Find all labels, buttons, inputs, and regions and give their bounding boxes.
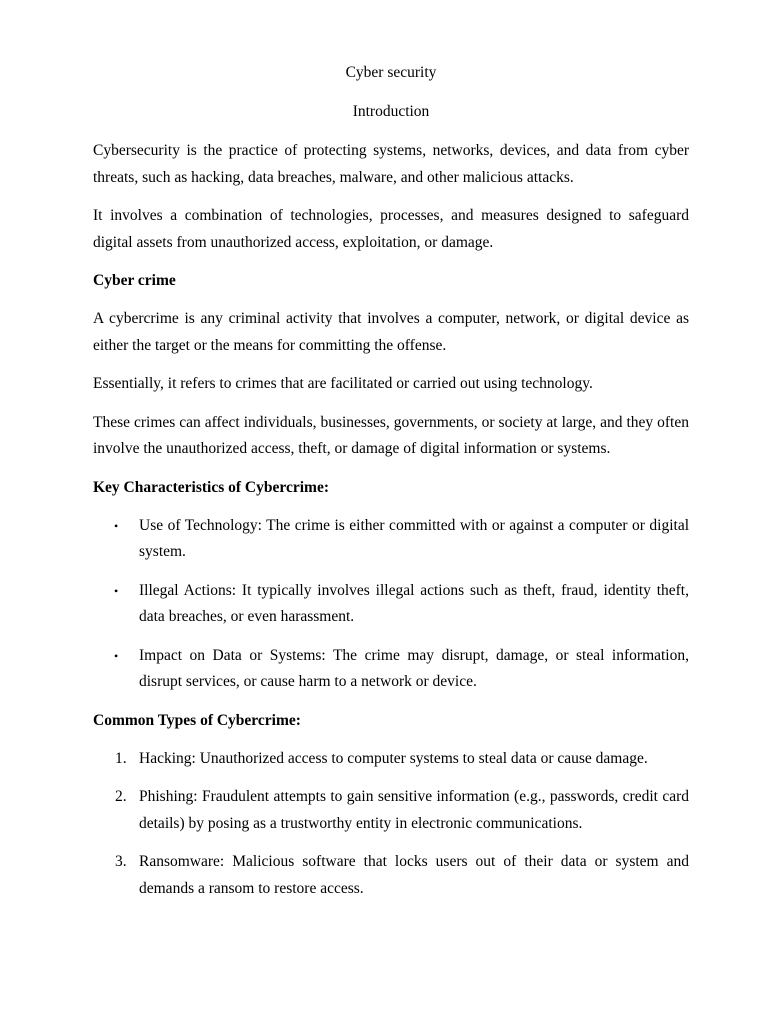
list-item-text: Hacking: Unauthorized access to computer systems to steal data or cause damage. [139, 749, 648, 767]
list-number: 2. [115, 788, 127, 805]
heading-cyber-crime: Cyber crime [93, 272, 176, 289]
list-item [93, 513, 689, 566]
list-item-text: Phishing: Fraudulent attempts to gain sensitive information (e.g., passwords, credit card details) by posing as a trustworthy entity in electronic communications. [139, 788, 689, 832]
heading-common-types: Common Types of Cybercrime: [93, 711, 301, 729]
list-item [93, 849, 689, 902]
list-item [93, 643, 689, 696]
list-number: 3. [115, 853, 127, 870]
cyber-crime-paragraph: Essentially, it refers to crimes that are facilitated or carried out using technology. [93, 375, 593, 392]
list-item [93, 746, 689, 773]
list-item-text: Impact on Data or Systems: The crime may disrupt, damage, or steal information, disrupt services, or cause harm to a network or device. [139, 646, 689, 690]
cyber-crime-paragraph: A cybercrime is any criminal activity that involves a computer, network, or digital device as either the target or the means for committing the offense. [93, 310, 689, 354]
bullet-marker: • [114, 648, 119, 663]
list-item [93, 784, 689, 837]
types-list [93, 746, 689, 903]
bullet-marker: • [114, 518, 119, 533]
list-item-text: Ransomware: Malicious software that locks users out of their data or system and demands a ransom to restore access. [139, 853, 689, 897]
cyber-crime-paragraph: These crimes can affect individuals, businesses, governments, or society at large, and they often involve the unauthorized access, theft, or damage of digital information or systems. [93, 413, 689, 457]
list-item [93, 578, 689, 631]
document-title: Cyber security [345, 64, 437, 81]
bullet-marker: • [114, 583, 119, 598]
heading-key-characteristics: Key Characteristics of Cybercrime: [93, 478, 329, 496]
characteristics-list [93, 513, 689, 696]
intro-paragraph: Cybersecurity is the practice of protecting systems, networks, devices, and data from cyber threats, such as hacking, data breaches, malware, and other malicious attacks. [93, 142, 689, 186]
document-page [93, 60, 689, 914]
section-title-introduction: Introduction [352, 103, 430, 120]
list-number: 1. [115, 749, 127, 767]
intro-paragraph: It involves a combination of technologies, processes, and measures designed to safeguard digital assets from unauthorized access, exploitation, or damage. [93, 207, 689, 251]
list-item-text: Use of Technology: The crime is either committed with or against a computer or digital system. [139, 516, 689, 560]
list-item-text: Illegal Actions: It typically involves illegal actions such as theft, fraud, identity theft, data breaches, or even harassment. [139, 581, 689, 625]
